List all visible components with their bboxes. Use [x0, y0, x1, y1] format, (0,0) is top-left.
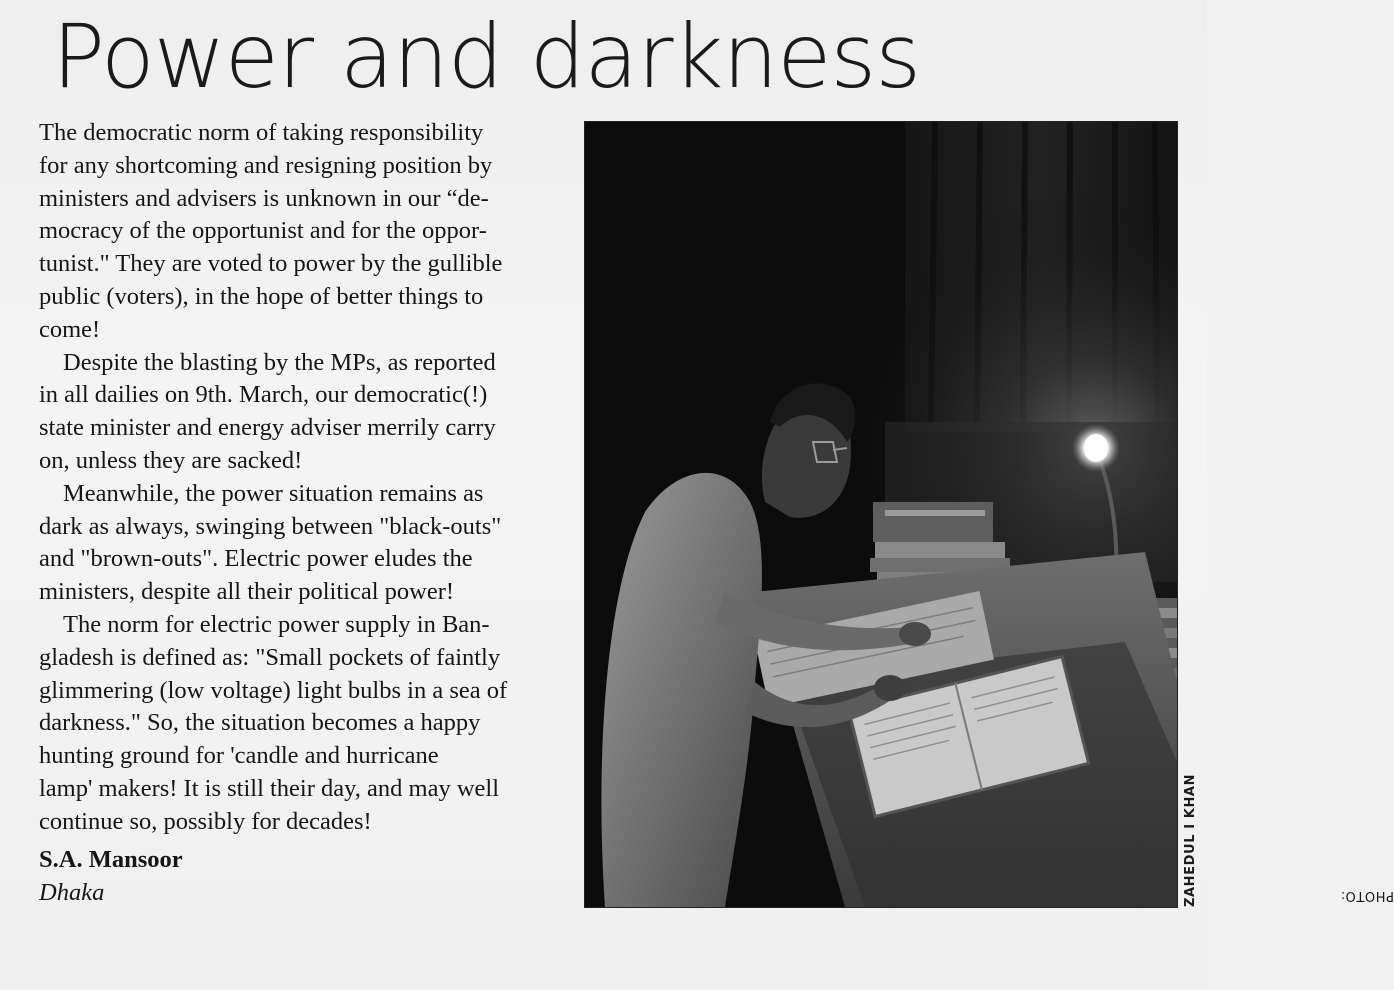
- letter-line: Despite the blasting by the MPs, as reported: [63, 348, 496, 376]
- letter-line: lamp' makers! It is still their day, and may well: [39, 774, 500, 802]
- letter-line: glimmering (low voltage) light bulbs in a sea of: [39, 676, 508, 704]
- letter-line: state minister and energy adviser merrily carry: [39, 414, 496, 442]
- letter-line: gladesh is defined as: "Small pockets of faintly: [39, 643, 501, 671]
- letter-line: on, unless they are sacked!: [39, 446, 303, 474]
- letter-line: dark as always, swinging between "black-outs": [39, 512, 502, 540]
- letter-line: and "brown-outs". Electric power eludes the: [39, 545, 473, 573]
- letter-body: [39, 117, 569, 839]
- photo-illustration: [585, 122, 1177, 907]
- news-photo: [585, 122, 1177, 907]
- letter-location: Dhaka: [39, 879, 105, 906]
- letter-line: darkness." So, the situation becomes a happy: [39, 709, 481, 737]
- letter-line: ministers and advisers is unknown in our “de-: [39, 184, 489, 212]
- letter-line: Meanwhile, the power situation remains as: [63, 479, 484, 507]
- photo-credit: [1179, 692, 1394, 907]
- letter-line: come!: [39, 315, 101, 343]
- photo-credit-prefix: PHOTO:: [1340, 888, 1394, 903]
- letter-line: hunting ground for 'candle and hurricane: [39, 742, 439, 770]
- letter-line: The democratic norm of taking responsibility: [39, 119, 484, 146]
- photo-credit-name: ZAHEDUL I KHAN: [1183, 773, 1198, 907]
- letter-signature: S.A. Mansoor: [39, 846, 183, 873]
- letter-line: for any shortcoming and resigning position by: [39, 151, 493, 179]
- headline: Power and darkness: [52, 5, 921, 108]
- letter-line: in all dailies on 9th. March, our democratic(!): [39, 381, 488, 409]
- letter-line: mocracy of the opportunist and for the oppor-: [39, 217, 487, 245]
- letter-line: public (voters), in the hope of better things to: [39, 282, 484, 310]
- letter-line: tunist." They are voted to power by the gullible: [39, 250, 503, 278]
- letter-line: continue so, possibly for decades!: [39, 807, 372, 835]
- letter-line: ministers, despite all their political power!: [39, 578, 455, 606]
- letter-line: The norm for electric power supply in Ban-: [63, 610, 490, 638]
